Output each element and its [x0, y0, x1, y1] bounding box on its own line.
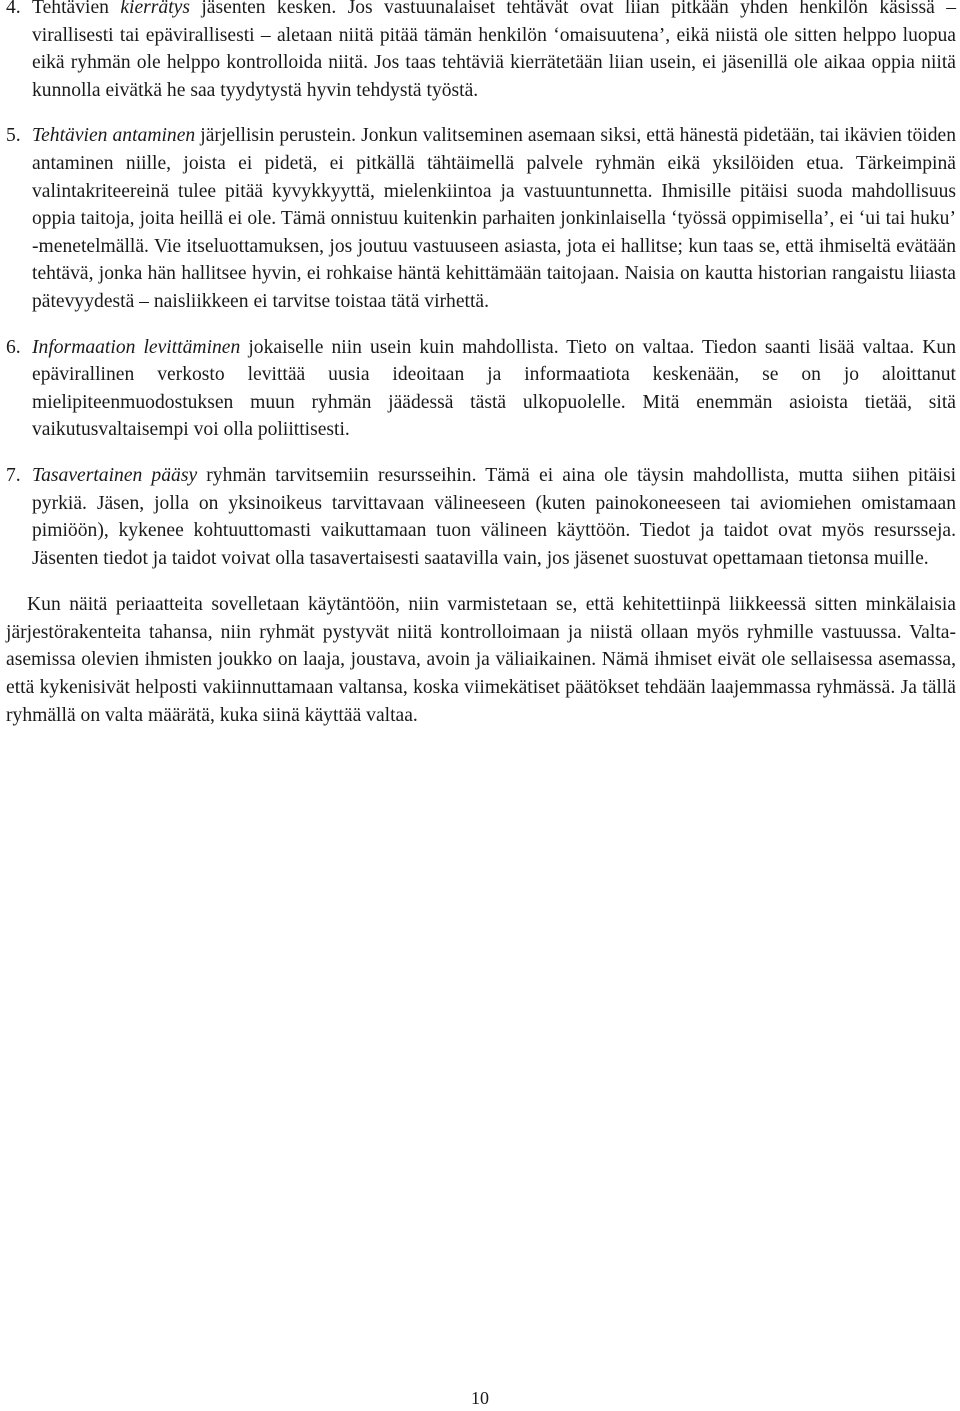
list-item-text: Jos vastuunalaiset tehtävät ovat liian pitkään yhden henkilön käsissä – virallisesti tai epävirallisesti – aletaan niitä pitää tämän henkilön ‘omaisuutena’, eikä niistä ole sitten helppo luopua eikä ryhmän ole helppo kontrolloida niitä. Jos taas tehtäviä kierrätetään liian usein, ei jäsenillä ole aikaa oppia niitä kunnolla eivätkä he saa tyydytystä hyvin tehdystä työstä.	[32, 0, 956, 101]
emphasized-term: Tasavertainen pääsy	[32, 464, 198, 486]
list-number: 5.	[6, 125, 21, 147]
list-item-5	[6, 122, 956, 315]
list-number: 7.	[6, 464, 21, 486]
list-item-text: Tieto on valtaa. Tiedon saanti lisää valtaa. Kun epävirallinen verkosto levittää uusia ideoitaan ja informaatiota keskenään, se on jo aloittanut mielipiteenmuodostuksen muun ryhmän jäädessä tästä ulkopuolelle. Mitä enemmän asioista tietää, sitä vaikutusvaltaisempi voi olla poliittisesti.	[32, 336, 956, 441]
document-page	[6, 0, 956, 749]
emphasized-term: Tehtävien antaminen	[32, 125, 196, 147]
emphasized-term: kierrätys	[120, 0, 190, 18]
lead-text: järjellisin perustein.	[195, 125, 357, 147]
list-item-body	[32, 0, 956, 104]
emphasized-term: Informaation levittäminen	[32, 336, 241, 358]
lead-text: Tehtävien	[32, 0, 121, 18]
list-item-7	[6, 462, 956, 572]
list-item-text: Tämä ei aina ole täysin mahdollista, mutta siihen pitäisi pyrkiä. Jäsen, jolla on yksinoikeus tarvittavaan välineeseen (kuten painokoneeseen tai aviomiehen omistamaan pimiöön), kykenee kohtuuttomasti vaikuttamaan tuon välineen käyttöön. Tiedot ja taidot ovat myös resursseja. Jäsenten tiedot ja taidot voivat olla tasavertaisesti saatavilla vain, jos jäsenet suostuvat opettamaan tietonsa muille.	[32, 464, 957, 569]
list-item-body	[32, 334, 956, 444]
lead-text: jäsenten kesken.	[190, 0, 337, 18]
closing-paragraph: Kun näitä periaatteita sovelletaan käytäntöön, niin varmistetaan se, että kehitettiinpä liikkeessä sitten minkälaisia järjestörakenteita tahansa, niin ryhmät pystyvät niitä kontrolloimaan ja niistä ollaan myös ryhmille vastuussa. Valta-asemissa olevien ihmisten joukko on laaja, joustava, avoin ja väliaikainen. Nämä ihmiset eivät ole sellaisessa asemassa, että kykenisivät helposti vakiinnuttamaan valtansa, koska viimekätiset päätökset tehdään laajemmassa ryhmässä. Ja tällä ryhmällä on valta määrätä, kuka siinä käyttää valtaa.	[6, 594, 956, 726]
list-number: 4.	[6, 0, 21, 18]
lead-text: ryhmän tarvitsemiin resursseihin.	[197, 464, 477, 486]
list-number: 6.	[6, 336, 21, 358]
list-item-body	[32, 462, 956, 572]
list-item-4	[6, 0, 956, 104]
list-item-text: Jonkun valitseminen asemaan siksi, että hänestä pidetään, tai ikävien töiden antaminen niille, joista ei pidetä, ei pitkällä tähtäimellä palvele ryhmän eikä yksilöiden etua. Tärkeimpinä valintakriteereinä tulee pitää kyvykkyyttä, mielenkiintoa ja vastuuntunnetta. Ihmisille pitäisi suoda mahdollisuus oppia taitoja, joita heillä ei ole. Tämä onnistuu kuitenkin parhaiten jonkinlaisella ‘työssä oppimisella’, ei ‘ui tai huku’ -menetelmällä. Vie itseluottamuksen, jos joutuu vastuuseen asiasta, jota ei hallitse; kun taas se, että ihmiseltä evätään tehtävä, jonka hän hallitsee hyvin, ei rohkaise häntä kehittämään taitojaan. Naisia on kautta historian rangaistu liiasta pätevyydestä – naisliikkeen ei tarvitse toistaa tätä virhettä.	[32, 125, 956, 312]
list-item-body	[32, 122, 956, 315]
page-number: 10	[471, 1388, 489, 1408]
list-item-6	[6, 334, 956, 444]
lead-text: jokaiselle niin usein kuin mahdollista.	[240, 336, 559, 358]
